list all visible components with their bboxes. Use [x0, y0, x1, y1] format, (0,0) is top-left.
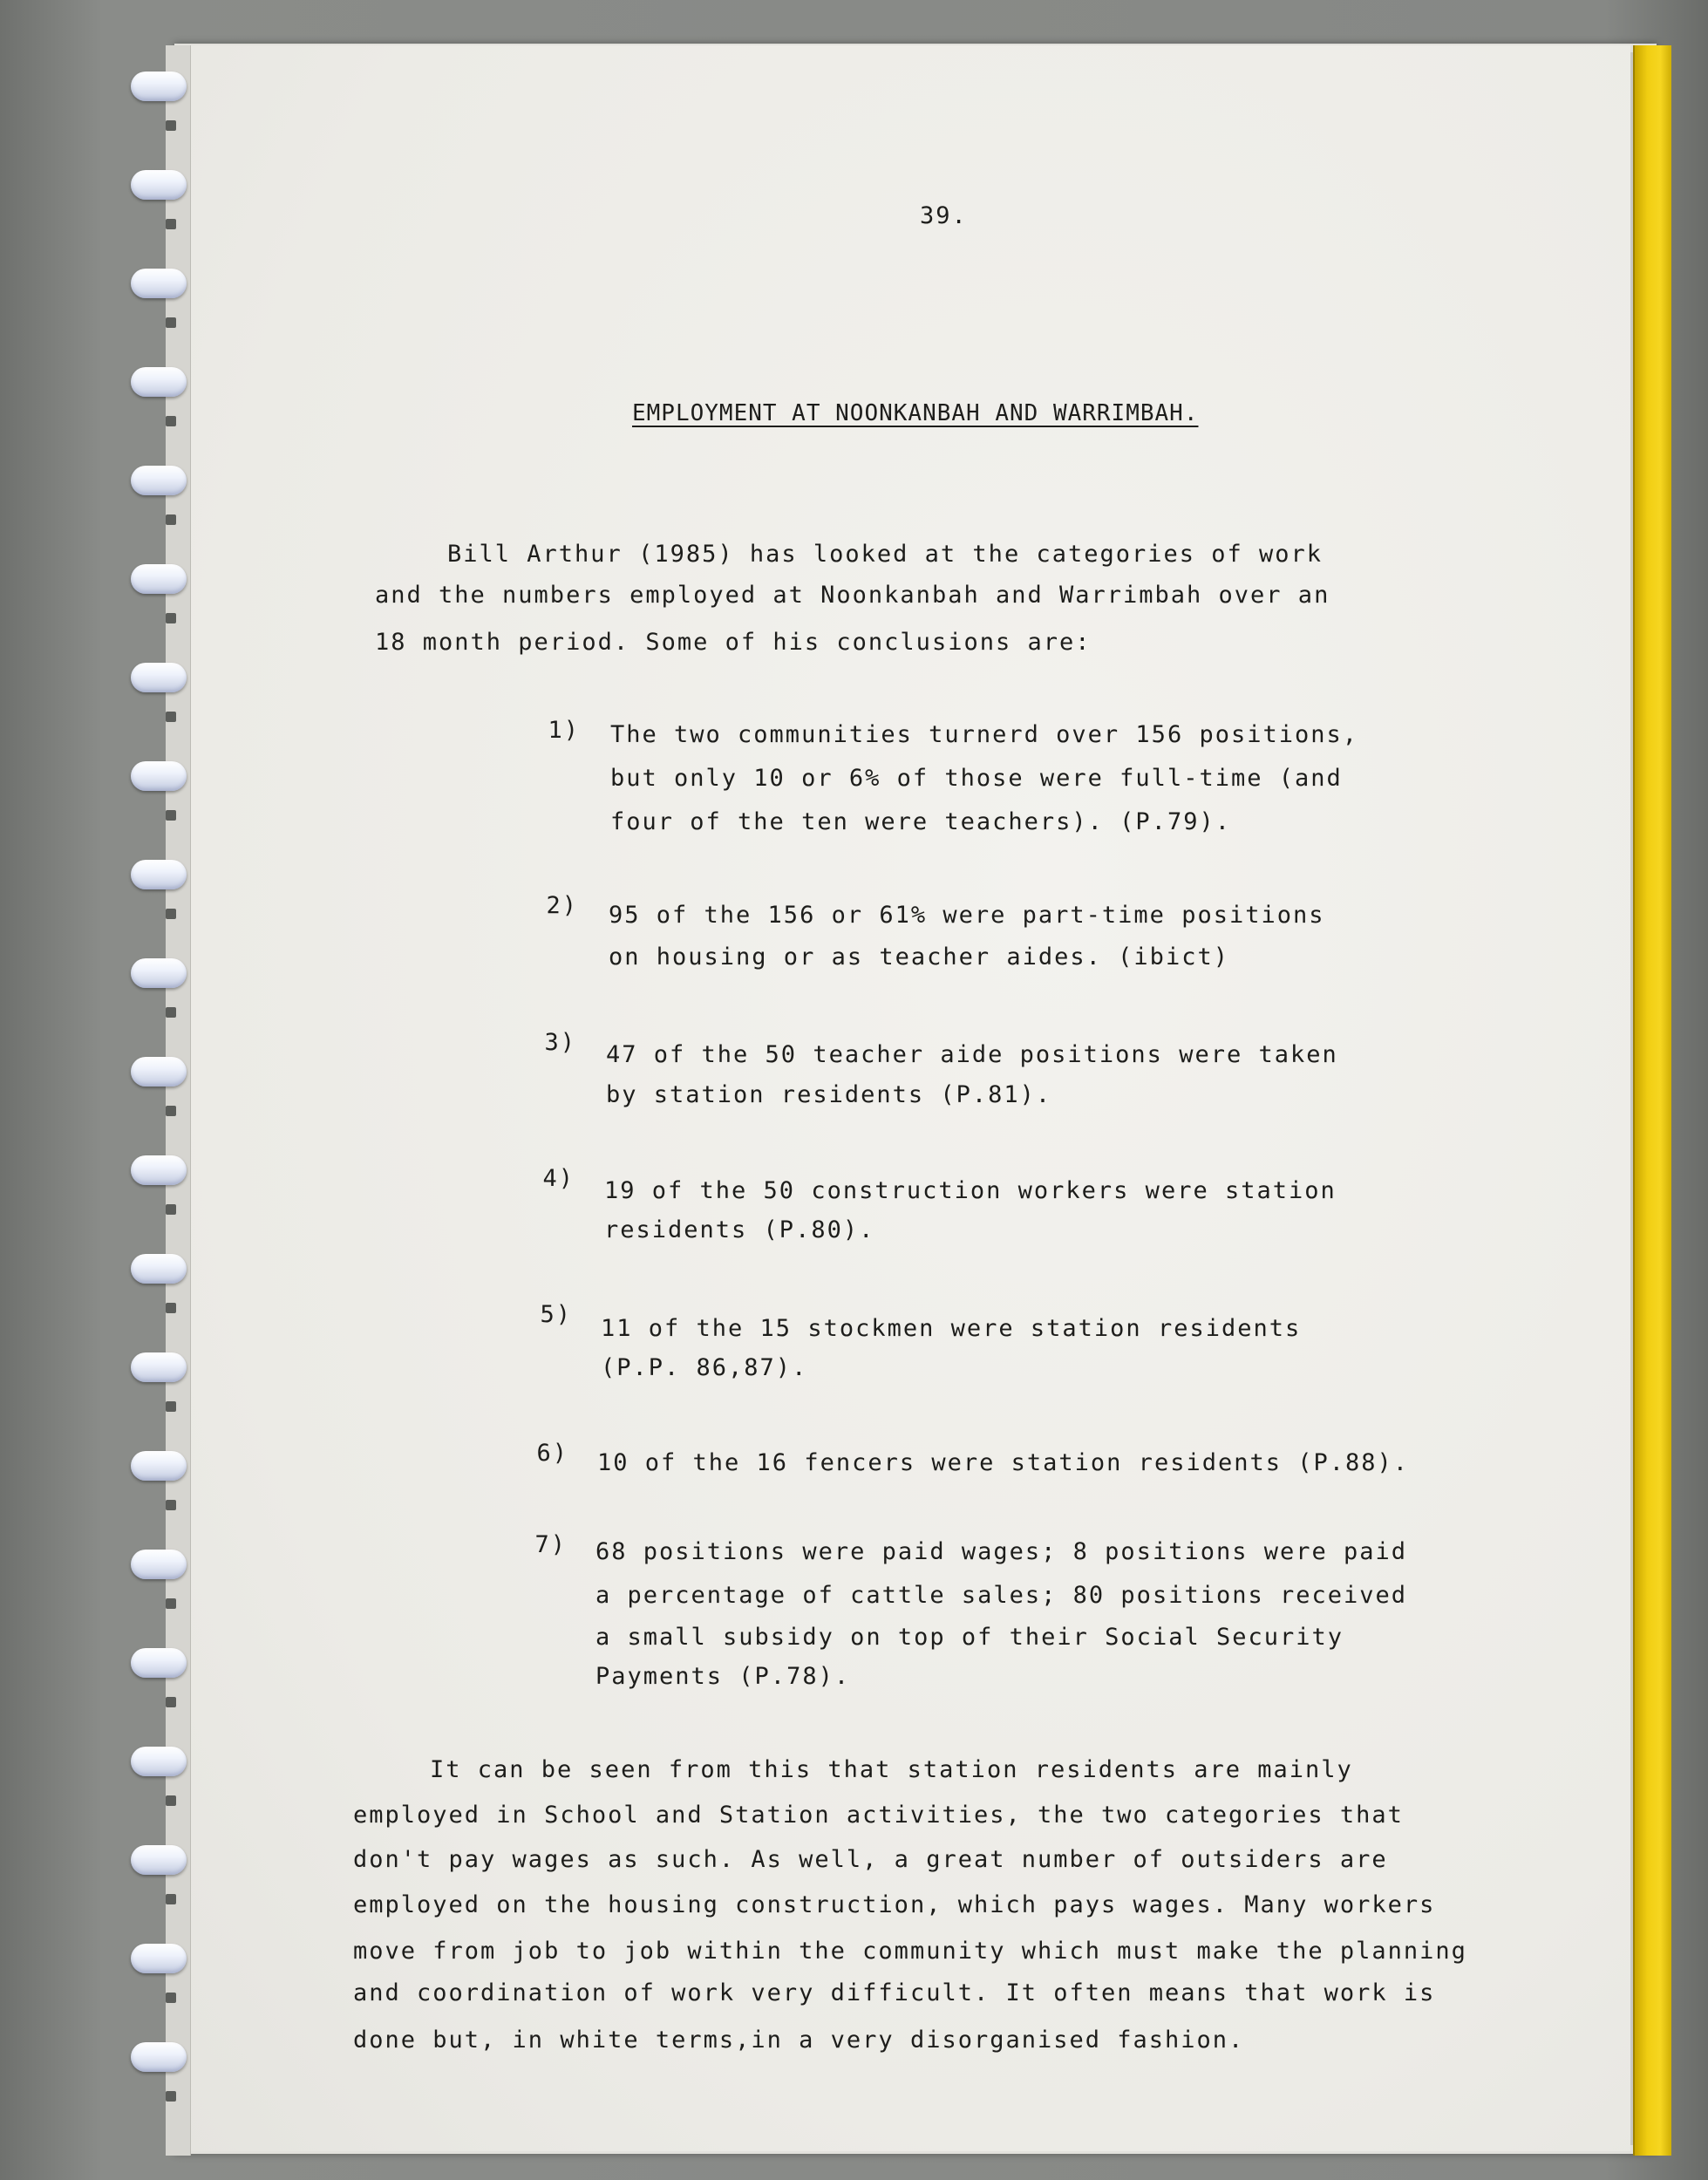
closing-line: move from job to job within the community which must make the planning	[353, 1938, 1467, 1965]
page-number: 39.	[920, 202, 968, 229]
list-item-line: four of the ten were teachers). (P.79).	[610, 808, 1231, 835]
closing-line: don't pay wages as such. As well, a great number of outsiders are	[353, 1846, 1388, 1873]
list-item-line: but only 10 or 6% of those were full-time (and	[610, 765, 1343, 792]
list-item-number: 7)	[534, 1531, 567, 1558]
closing-line: employed in School and Station activities, the two categories that	[353, 1802, 1404, 1829]
list-item-line: 19 of the 50 construction workers were station	[604, 1177, 1337, 1204]
list-item-line: 11 of the 15 stockmen were station residents	[601, 1315, 1302, 1342]
intro-line: Bill Arthur (1985) has looked at the categories of work	[447, 541, 1324, 568]
list-item-number: 3)	[544, 1029, 576, 1056]
closing-line: and coordination of work very difficult. It often means that work is	[353, 1979, 1436, 2006]
list-item-line: 47 of the 50 teacher aide positions were taken	[606, 1041, 1338, 1068]
list-item-number: 2)	[546, 892, 578, 919]
list-item-number: 4)	[542, 1165, 575, 1192]
list-item-line: (P.P. 86,87).	[601, 1354, 808, 1381]
list-item-line: Payments (P.78).	[595, 1663, 851, 1690]
closing-line: employed on the housing construction, which pays wages. Many workers	[353, 1891, 1436, 1918]
intro-line: and the numbers employed at Noonkanbah and Warrimbah over an	[375, 582, 1330, 609]
closing-line: It can be seen from this that station residents are mainly	[430, 1756, 1353, 1783]
list-item-line: a percentage of cattle sales; 80 positions received	[595, 1582, 1408, 1609]
list-item-line: a small subsidy on top of their Social Security	[595, 1624, 1344, 1651]
list-item-line: 10 of the 16 fencers were station residents (P.88).	[597, 1449, 1410, 1476]
list-item-line: on housing or as teacher aides. (ibict)	[609, 944, 1229, 971]
list-item-number: 5)	[540, 1301, 572, 1328]
list-item-number: 6)	[536, 1440, 568, 1467]
list-item-number: 1)	[548, 717, 580, 744]
closing-line: done but, in white terms,in a very disorganised fashion.	[353, 2027, 1245, 2054]
intro-line: 18 month period. Some of his conclusions are:	[375, 629, 1092, 656]
list-item-line: 68 positions were paid wages; 8 positions were paid	[595, 1538, 1408, 1565]
list-item-line: The two communities turnerd over 156 positions,	[610, 721, 1359, 748]
page-title: EMPLOYMENT AT NOONKANBAH AND WARRIMBAH.	[632, 400, 1199, 426]
list-item-line: residents (P.80).	[604, 1216, 875, 1243]
list-item-line: 95 of the 156 or 61% were part-time positions	[609, 902, 1325, 929]
list-item-line: by station residents (P.81).	[606, 1081, 1052, 1108]
